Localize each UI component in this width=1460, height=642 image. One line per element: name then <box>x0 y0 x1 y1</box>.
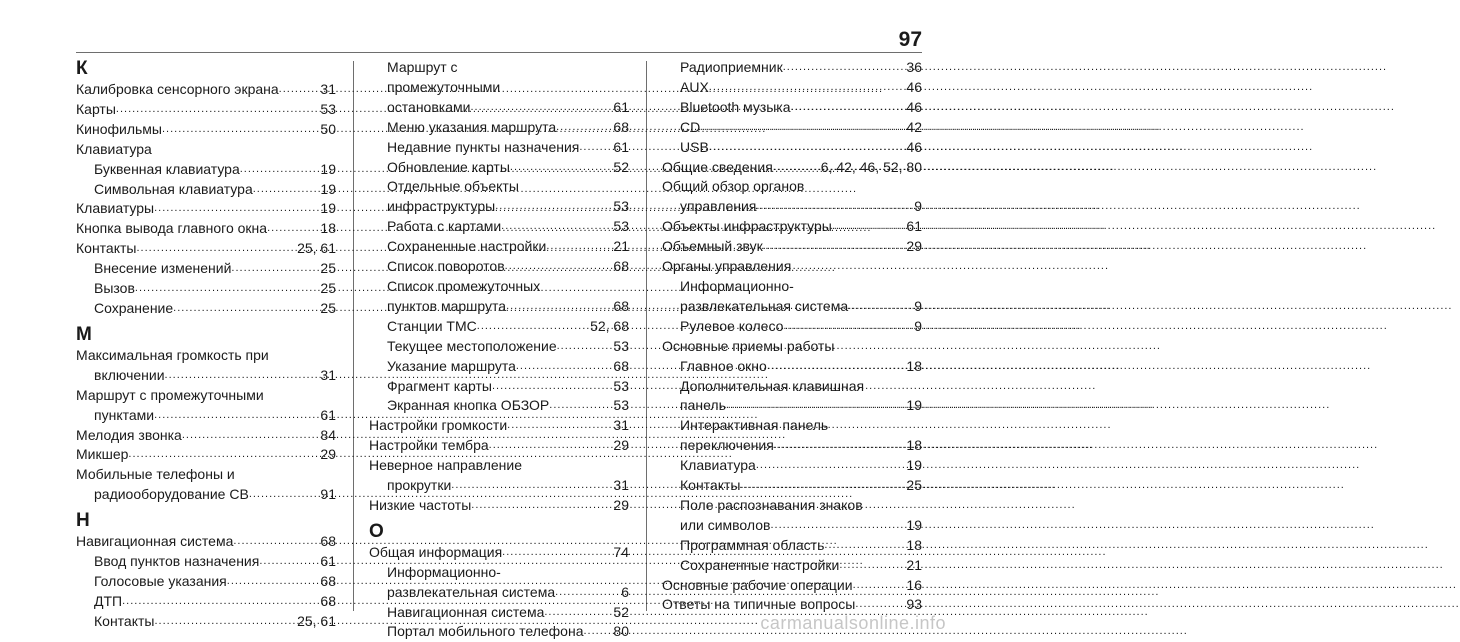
index-subentry: Внесение изменений ..... 25 <box>76 259 336 279</box>
index-term: Дополнительная клавишная <box>680 377 865 394</box>
letter-heading: Н <box>76 510 90 532</box>
column-divider <box>353 61 354 611</box>
index-subentry: Ввод пунктов назначения ..... 61 <box>76 552 336 572</box>
index-entry-continued: управления ..... 9 <box>662 197 922 217</box>
index-entry: Микшер ..... 29 <box>76 445 336 465</box>
index-subentry: Портал мобильного телефона ..... 80 <box>369 622 629 642</box>
index-term: Информационно- <box>680 277 794 294</box>
page-number: 97 <box>898 28 922 51</box>
index-term: промежуточными <box>387 78 501 95</box>
index-term: Маршрут с <box>387 59 458 75</box>
index-subentry: Список поворотов ..... 68 <box>369 257 629 277</box>
index-subentry: Навигационная система ..... 52 <box>369 603 629 623</box>
index-subentry: развлекательная система ..... 6 <box>369 583 629 603</box>
index-subentry: CD ..... 42 <box>662 118 922 138</box>
header-rule <box>76 52 922 53</box>
index-entry: Настройки тембра ..... 29 <box>369 436 629 456</box>
index-term: Маршрут с промежуточными <box>76 386 264 403</box>
index-term: Отдельные объекты <box>387 178 519 195</box>
index-subentry: Работа с картами ..... 53 <box>369 217 629 237</box>
index-subentry: панель ..... 19 <box>662 396 922 416</box>
index-entry-continued: радиооборудование СВ ..... 91 <box>76 485 336 505</box>
index-subentry: Сохраненные настройки ..... 21 <box>369 237 629 257</box>
index-subentry: Сохраненные настройки ..... 21 <box>662 556 922 576</box>
index-subentry: Контакты ..... 25, 61 <box>76 612 336 632</box>
index-term: Интерактивная панель <box>680 417 829 434</box>
index-column-2 <box>369 58 629 642</box>
letter-heading: К <box>76 58 88 79</box>
index-entry: Основные рабочие операции ..... 16 <box>662 576 922 596</box>
index-subentry: Недавние пункты назначения ..... 61 <box>369 138 629 158</box>
index-term: Поле распознавания знаков <box>680 496 863 513</box>
index-subentry: Указание маршрута ..... 68 <box>369 357 629 377</box>
index-entry: Мелодия звонка ..... 84 <box>76 426 336 446</box>
index-subentry: Контакты ..... 25 <box>662 476 922 496</box>
index-term: Общий обзор органов <box>662 178 805 195</box>
watermark: carmanualsonline.info <box>760 613 946 633</box>
index-subentry: или символов ..... 19 <box>662 516 922 536</box>
index-entry: Общая информация ..... 74 <box>369 543 629 563</box>
index-term: Мобильные телефоны и <box>76 466 235 483</box>
index-term: Информационно- <box>387 563 501 580</box>
index-subentry: развлекательная система ..... 9 <box>662 297 922 317</box>
index-subentry: Рулевое колесо ..... 9 <box>662 317 922 337</box>
index-subentry: Сохранение ..... 25 <box>76 299 336 319</box>
index-subentry: Текущее местоположение ..... 53 <box>369 337 629 357</box>
index-subentry: Голосовые указания ..... 68 <box>76 572 336 592</box>
index-subentry: Радиоприемник ..... 36 <box>662 58 922 78</box>
index-subentry: USB ..... 46 <box>662 138 922 158</box>
index-term: Основные приемы работы <box>662 337 835 354</box>
index-entry: Контакты ..... 25, 61 <box>76 239 336 259</box>
index-subentry: Программная область ..... 18 <box>662 536 922 556</box>
index-entry: Объекты инфраструктуры ..... 61 <box>662 217 922 237</box>
index-term: Клавиатура <box>76 140 152 157</box>
index-entry: Кинофильмы ..... 50 <box>76 120 336 140</box>
index-subentry: ДТП ..... 68 <box>76 592 336 612</box>
index-subentry: переключения ..... 18 <box>662 436 922 456</box>
index-entry-continued: включении ..... 31 <box>76 366 336 386</box>
index-entry: Общие сведения ..... 6, 42, 46, 52, 80 <box>662 158 922 178</box>
letter-heading: О <box>369 520 384 542</box>
index-entry-continued: пунктами ..... 61 <box>76 406 336 426</box>
index-term: Неверное направление <box>369 457 523 474</box>
index-column-3 <box>662 58 922 615</box>
letter-heading: М <box>76 323 92 345</box>
index-subentry: AUX ..... 46 <box>662 78 922 98</box>
index-entry: Навигационная система ..... 68 <box>76 532 336 552</box>
index-term: Максимальная громкость при <box>76 346 269 363</box>
index-term: Органы управления <box>662 258 792 275</box>
index-entry: Калибровка сенсорного экрана ..... 31 <box>76 80 336 100</box>
index-subentry: Экранная кнопка ОБЗОР ..... 53 <box>369 396 629 416</box>
index-term: Список промежуточных <box>387 277 541 294</box>
index-subentry: инфраструктуры ..... 53 <box>369 197 629 217</box>
index-subentry: Клавиатура ..... 19 <box>662 456 922 476</box>
index-entry: Клавиатуры ..... 19 <box>76 199 336 219</box>
index-subentry: Меню указания маршрута ..... 68 <box>369 118 629 138</box>
index-entry-continued: прокрутки ..... 31 <box>369 476 629 496</box>
index-subentry: пунктов маршрута ..... 68 <box>369 297 629 317</box>
index-subentry: Станции TMC ..... 52, 68 <box>369 317 629 337</box>
index-subentry: Вызов ..... 25 <box>76 279 336 299</box>
index-subentry: Буквенная клавиатура ..... 19 <box>76 160 336 180</box>
index-subentry: остановками ..... 61 <box>369 98 629 118</box>
index-subentry: Фрагмент карты ..... 53 <box>369 377 629 397</box>
index-subentry: Обновление карты ..... 52 <box>369 158 629 178</box>
index-entry: Настройки громкости ..... 31 <box>369 416 629 436</box>
index-entry: Объемный звук ..... 29 <box>662 237 922 257</box>
index-subentry: Bluetooth музыка ..... 46 <box>662 98 922 118</box>
index-subentry: Символьная клавиатура ..... 19 <box>76 180 336 200</box>
index-entry: Кнопка вывода главного окна ..... 18 <box>76 219 336 239</box>
index-column-1 <box>76 58 336 632</box>
index-subentry: Главное окно ..... 18 <box>662 357 922 377</box>
index-entry: Карты ..... 53 <box>76 100 336 120</box>
index-entry: Ответы на типичные вопросы ..... 93 <box>662 595 922 615</box>
index-entry: Низкие частоты ..... 29 <box>369 496 629 516</box>
